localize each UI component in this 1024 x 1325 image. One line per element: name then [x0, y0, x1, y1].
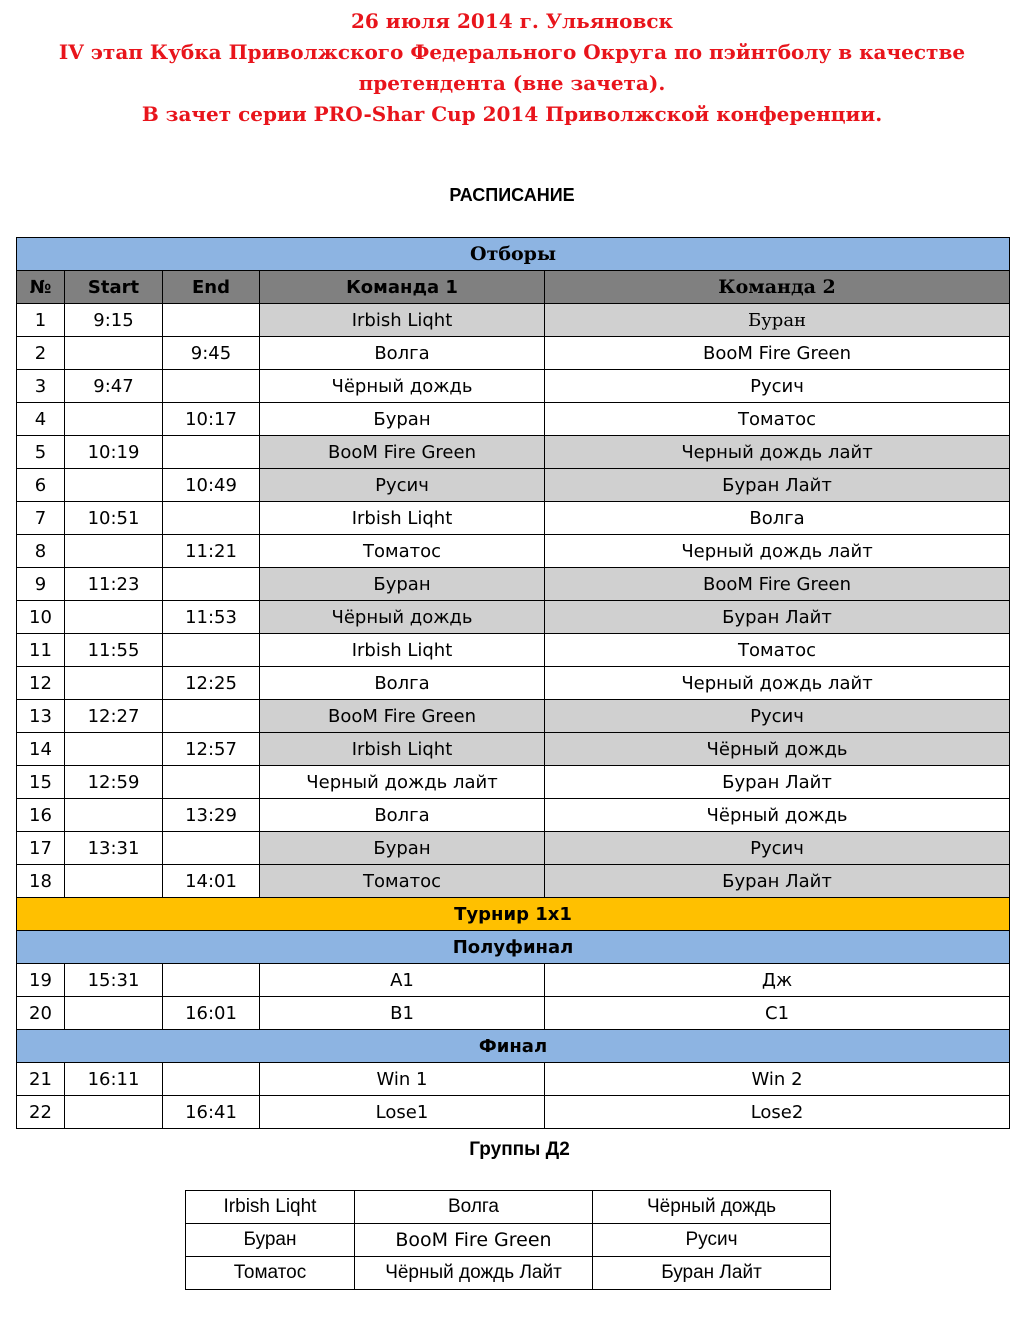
team1-name: Irbish Liqht	[260, 502, 545, 535]
document-header	[0, 6, 1024, 130]
table-row	[17, 667, 1010, 700]
match-number: 20	[17, 997, 65, 1030]
start-time: 10:19	[65, 436, 163, 469]
team1-name: Буран	[260, 568, 545, 601]
column-header-row	[17, 271, 1010, 304]
team1-name: Томатос	[260, 865, 545, 898]
table-row	[17, 832, 1010, 865]
match-number: 8	[17, 535, 65, 568]
match-number: 17	[17, 832, 65, 865]
start-time: 9:15	[65, 304, 163, 337]
team1-name: A1	[260, 964, 545, 997]
end-time: 16:41	[163, 1096, 260, 1129]
end-time: 11:53	[163, 601, 260, 634]
team2-name: Дж	[545, 964, 1010, 997]
schedule-table	[16, 237, 1010, 1129]
end-time	[163, 370, 260, 403]
start-time	[65, 469, 163, 502]
end-time: 10:49	[163, 469, 260, 502]
section-tournament-label: Турнир 1х1	[17, 898, 1010, 931]
team1-name: Волга	[260, 337, 545, 370]
match-number: 22	[17, 1096, 65, 1129]
table-row	[17, 469, 1010, 502]
team2-name: Буран Лайт	[545, 865, 1010, 898]
groups-title: Группы Д2	[469, 1139, 570, 1160]
team1-name: Томатос	[260, 535, 545, 568]
team2-name: BooM Fire Green	[545, 337, 1010, 370]
team2-name: Черный дождь лайт	[545, 535, 1010, 568]
team1-name: Буран	[260, 403, 545, 436]
group-row	[186, 1191, 831, 1224]
match-number: 4	[17, 403, 65, 436]
team2-name: Черный дождь лайт	[545, 436, 1010, 469]
end-time: 10:17	[163, 403, 260, 436]
header-line-series: В зачет серии PRO-Shar Cup 2014 Приволжской конференции.	[141, 102, 883, 126]
start-time: 11:23	[65, 568, 163, 601]
team2-name: Буран Лайт	[545, 469, 1010, 502]
team1-name: Волга	[260, 799, 545, 832]
start-time: 15:31	[65, 964, 163, 997]
team2-name: Win 2	[545, 1063, 1010, 1096]
end-time	[163, 832, 260, 865]
match-number: 11	[17, 634, 65, 667]
start-time: 10:51	[65, 502, 163, 535]
header-line-event: IV этап Кубка Приволжского Федерального Округа по пэйнтболу в качестве	[58, 40, 966, 64]
team1-name: Чёрный дождь	[260, 601, 545, 634]
team1-name: Чёрный дождь	[260, 370, 545, 403]
team1-name: Волга	[260, 667, 545, 700]
table-row	[17, 1096, 1010, 1129]
match-number: 21	[17, 1063, 65, 1096]
team2-name: Черный дождь лайт	[545, 667, 1010, 700]
team2-name: Томатос	[545, 403, 1010, 436]
table-row	[17, 502, 1010, 535]
match-number: 2	[17, 337, 65, 370]
start-time	[65, 1096, 163, 1129]
end-time: 12:25	[163, 667, 260, 700]
table-row	[17, 568, 1010, 601]
start-time	[65, 733, 163, 766]
column-header-end: End	[163, 271, 260, 304]
start-time	[65, 865, 163, 898]
group-team-cell: Чёрный дождь Лайт	[355, 1257, 593, 1290]
start-time: 11:55	[65, 634, 163, 667]
end-time	[163, 964, 260, 997]
match-number: 13	[17, 700, 65, 733]
end-time: 16:01	[163, 997, 260, 1030]
match-number: 6	[17, 469, 65, 502]
table-row	[17, 766, 1010, 799]
table-row	[17, 799, 1010, 832]
header-line-status: претендента (вне зачета).	[358, 71, 666, 95]
end-time	[163, 1063, 260, 1096]
end-time	[163, 304, 260, 337]
end-time	[163, 766, 260, 799]
start-time: 12:59	[65, 766, 163, 799]
team2-name: Чёрный дождь	[545, 733, 1010, 766]
match-number: 1	[17, 304, 65, 337]
team1-name: BooM Fire Green	[260, 700, 545, 733]
team2-name: Русич	[545, 700, 1010, 733]
section-tournament-row	[17, 898, 1010, 931]
group-team-cell: Волга	[355, 1191, 593, 1224]
match-number: 5	[17, 436, 65, 469]
column-header-start: Start	[65, 271, 163, 304]
end-time	[163, 502, 260, 535]
team2-name: Волга	[545, 502, 1010, 535]
schedule-title: РАСПИСАНИЕ	[449, 185, 575, 205]
column-header-number: №	[17, 271, 65, 304]
match-number: 10	[17, 601, 65, 634]
table-row	[17, 997, 1010, 1030]
header-line-date: 26 июля 2014 г. Ульяновск	[351, 9, 673, 33]
start-time	[65, 799, 163, 832]
end-time	[163, 634, 260, 667]
group-row	[186, 1224, 831, 1257]
start-time: 9:47	[65, 370, 163, 403]
table-row	[17, 370, 1010, 403]
team2-name: Томатос	[545, 634, 1010, 667]
match-number: 14	[17, 733, 65, 766]
group-team-cell: BooM Fire Green	[355, 1224, 593, 1257]
end-time: 13:29	[163, 799, 260, 832]
end-time	[163, 436, 260, 469]
team1-name: Буран	[260, 832, 545, 865]
table-row	[17, 700, 1010, 733]
table-row	[17, 601, 1010, 634]
team2-name: Lose2	[545, 1096, 1010, 1129]
start-time	[65, 535, 163, 568]
table-row	[17, 403, 1010, 436]
schedule-body	[17, 238, 1010, 1129]
team1-name: B1	[260, 997, 545, 1030]
section-row-qualifiers	[17, 238, 1010, 271]
team2-name: Русич	[545, 832, 1010, 865]
section-semifinal-row	[17, 931, 1010, 964]
start-time	[65, 997, 163, 1030]
match-number: 7	[17, 502, 65, 535]
team2-name: Русич	[545, 370, 1010, 403]
start-time: 16:11	[65, 1063, 163, 1096]
group-team-cell: Чёрный дождь	[593, 1191, 831, 1224]
team1-name: Русич	[260, 469, 545, 502]
team1-name: Irbish Liqht	[260, 634, 545, 667]
team1-name: BooM Fire Green	[260, 436, 545, 469]
group-team-cell: Буран	[186, 1224, 355, 1257]
section-qualifiers-label: Отборы	[17, 238, 1010, 271]
match-number: 15	[17, 766, 65, 799]
end-time	[163, 700, 260, 733]
team2-name: Буран Лайт	[545, 601, 1010, 634]
start-time	[65, 667, 163, 700]
start-time: 12:27	[65, 700, 163, 733]
team2-name: BooM Fire Green	[545, 568, 1010, 601]
match-number: 9	[17, 568, 65, 601]
team1-name: Win 1	[260, 1063, 545, 1096]
end-time: 9:45	[163, 337, 260, 370]
table-row	[17, 535, 1010, 568]
column-header-team1: Команда 1	[260, 271, 545, 304]
group-team-cell: Буран Лайт	[593, 1257, 831, 1290]
match-number: 3	[17, 370, 65, 403]
end-time: 12:57	[163, 733, 260, 766]
start-time	[65, 403, 163, 436]
table-row	[17, 733, 1010, 766]
table-row	[17, 436, 1010, 469]
end-time	[163, 568, 260, 601]
team2-name: Буран	[545, 304, 1010, 337]
table-row	[17, 304, 1010, 337]
groups-body	[186, 1191, 831, 1290]
match-number: 12	[17, 667, 65, 700]
team2-name: C1	[545, 997, 1010, 1030]
end-time: 14:01	[163, 865, 260, 898]
column-header-team2: Команда 2	[545, 271, 1010, 304]
end-time: 11:21	[163, 535, 260, 568]
section-final-row	[17, 1030, 1010, 1063]
group-row	[186, 1257, 831, 1290]
team1-name: Irbish Liqht	[260, 733, 545, 766]
team1-name: Черный дождь лайт	[260, 766, 545, 799]
team2-name: Буран Лайт	[545, 766, 1010, 799]
table-row	[17, 337, 1010, 370]
group-team-cell: Томатос	[186, 1257, 355, 1290]
team2-name: Чёрный дождь	[545, 799, 1010, 832]
group-team-cell: Русич	[593, 1224, 831, 1257]
section-semifinal-label: Полуфинал	[17, 931, 1010, 964]
match-number: 18	[17, 865, 65, 898]
table-row	[17, 1063, 1010, 1096]
match-number: 16	[17, 799, 65, 832]
table-row	[17, 964, 1010, 997]
team1-name: Irbish Liqht	[260, 304, 545, 337]
table-row	[17, 865, 1010, 898]
section-final-label: Финал	[17, 1030, 1010, 1063]
start-time	[65, 601, 163, 634]
team1-name: Lose1	[260, 1096, 545, 1129]
match-number: 19	[17, 964, 65, 997]
table-row	[17, 634, 1010, 667]
groups-table	[185, 1190, 831, 1290]
start-time: 13:31	[65, 832, 163, 865]
start-time	[65, 337, 163, 370]
group-team-cell: Irbish Liqht	[186, 1191, 355, 1224]
